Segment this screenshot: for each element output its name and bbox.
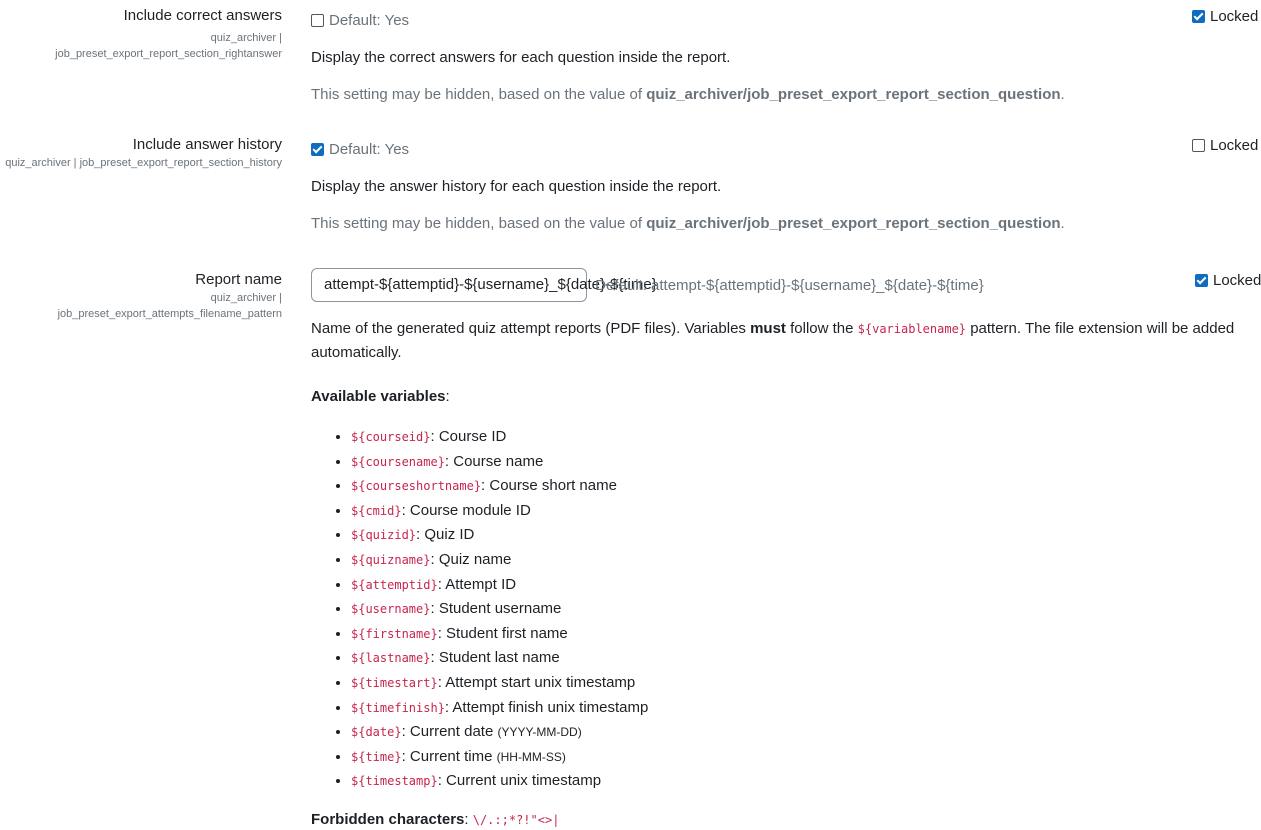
variable-code: ${date} [351, 725, 402, 740]
hidden-note-suffix: . [1060, 86, 1065, 103]
variable-item [351, 474, 1251, 499]
setting-description: Display the answer history for each question inside the report. [311, 178, 722, 195]
available-variables-heading [311, 387, 1251, 407]
variable-description: : Course short name [481, 477, 617, 495]
variable-item [351, 696, 1251, 721]
variable-item [351, 720, 1251, 745]
input-row [311, 268, 1251, 302]
locked-checkbox[interactable] [1192, 139, 1205, 152]
variable-description: : Student last name [430, 649, 560, 667]
hidden-note-setting: quiz_archiver/job_preset_export_report_section_question [646, 215, 1061, 232]
setting-key: quiz_archiver | [210, 292, 282, 304]
variable-description: : Attempt finish unix timestamp [444, 698, 649, 716]
variable-item [351, 499, 1251, 524]
variable-description: : Course name [444, 452, 544, 470]
forbidden-heading: Forbidden characters [311, 810, 465, 828]
variable-item [351, 622, 1251, 647]
desc-text: follow the [785, 320, 858, 337]
include-correct-answers-checkbox[interactable] [311, 14, 324, 27]
variable-item [351, 425, 1251, 450]
variable-code: ${timestart} [351, 675, 438, 690]
variable-code: ${attemptid} [351, 577, 438, 592]
variable-description: : Current unix timestamp [437, 772, 602, 790]
setting-title: Include correct answers [123, 7, 282, 24]
hidden-note-setting: quiz_archiver/job_preset_export_report_section_question [646, 86, 1061, 103]
variable-item [351, 769, 1251, 794]
variable-code: ${username} [351, 602, 431, 617]
variable-item [351, 597, 1251, 622]
variable-code: ${lastname} [351, 651, 431, 666]
variable-item [351, 671, 1251, 696]
variable-description: : Course module ID [401, 501, 531, 519]
variable-code: ${timefinish} [351, 700, 445, 715]
variable-description: : Student username [430, 600, 562, 618]
locked-toggle[interactable] [1192, 135, 1258, 155]
setting-content [311, 9, 1251, 105]
variable-description: : Quiz ID [416, 526, 475, 544]
default-label: Default: attempt-${attemptid}-${username}_${date}-${time} [595, 276, 984, 294]
forbidden-chars: \/.:;*?!"<>| [472, 812, 560, 827]
variable-format-note: (HH-MM-SS) [496, 749, 566, 764]
variable-description: : Current date [401, 723, 498, 741]
default-checkbox-row[interactable] [311, 9, 1251, 31]
variable-item [351, 646, 1251, 671]
hidden-note-suffix: . [1060, 215, 1065, 232]
desc-text: Name of the generated quiz attempt reports (PDF files). Variables [311, 320, 751, 337]
available-colon: : [445, 388, 450, 405]
variable-code: ${courseid} [351, 430, 431, 444]
setting-content [311, 138, 1251, 234]
setting-label [0, 135, 282, 171]
hidden-note [311, 85, 1251, 105]
variable-description: : Quiz name [430, 550, 512, 568]
locked-checkbox[interactable] [1195, 274, 1208, 287]
forbidden-characters [311, 810, 1251, 830]
desc-text: pattern. The file extension will be added automatically. [311, 320, 1235, 361]
variable-format-note: (YYYY-MM-DD) [497, 725, 582, 740]
variable-description: : Student first name [437, 624, 568, 642]
locked-label: Locked [1213, 271, 1261, 289]
setting-label [0, 270, 282, 322]
default-checkbox-row[interactable] [311, 138, 1251, 160]
variable-description: : Current time [401, 747, 497, 765]
setting-label [0, 6, 282, 62]
setting-key: quiz_archiver | job_preset_export_report_section_history [5, 157, 282, 169]
variable-code: ${cmid} [351, 503, 402, 518]
setting-key: job_preset_export_attempts_filename_pattern [57, 308, 282, 320]
include-answer-history-checkbox[interactable] [311, 143, 324, 156]
variable-item [351, 573, 1251, 598]
variable-code: ${coursename} [351, 454, 445, 469]
variable-code: ${time} [351, 749, 402, 764]
variable-item [351, 745, 1251, 770]
default-label: Default: Yes [329, 140, 410, 158]
variable-item [351, 450, 1251, 475]
setting-key: job_preset_export_report_section_rightanswer [55, 48, 282, 60]
setting-title: Include answer history [132, 136, 282, 153]
variable-code: ${timestamp} [351, 774, 438, 789]
report-name-input[interactable]: attempt-${attemptid}-${username}_${date}-${time} [311, 268, 587, 302]
forbidden-colon: : [464, 810, 473, 828]
variable-description: : Attempt ID [437, 575, 517, 593]
hidden-note [311, 214, 1251, 234]
variable-code: ${quizid} [351, 528, 417, 543]
variable-description: : Course ID [430, 428, 507, 445]
locked-checkbox[interactable] [1192, 10, 1205, 23]
setting-content [311, 268, 1251, 830]
available-heading: Available variables [311, 388, 446, 405]
default-label: Default: Yes [329, 11, 410, 29]
desc-code: ${variablename} [857, 322, 967, 336]
setting-title: Report name [195, 271, 282, 288]
hidden-note-prefix: This setting may be hidden, based on the value of [311, 86, 647, 103]
locked-label: Locked [1210, 136, 1259, 154]
variable-code: ${quizname} [351, 552, 431, 567]
variable-code: ${firstname} [351, 626, 438, 641]
setting-key: quiz_archiver | [210, 32, 282, 44]
hidden-note-prefix: This setting may be hidden, based on the value of [311, 215, 647, 232]
variable-code: ${courseshortname} [351, 479, 482, 494]
locked-toggle[interactable] [1192, 6, 1258, 26]
setting-description: Display the correct answers for each question inside the report. [311, 49, 731, 66]
locked-label: Locked [1210, 7, 1259, 25]
variables-list [311, 425, 1251, 794]
variable-description: : Attempt start unix timestamp [437, 673, 636, 691]
variable-item [351, 523, 1251, 548]
variable-item [351, 548, 1251, 573]
locked-toggle[interactable] [1195, 270, 1261, 290]
setting-description [311, 317, 1241, 365]
desc-bold: must [750, 320, 786, 337]
